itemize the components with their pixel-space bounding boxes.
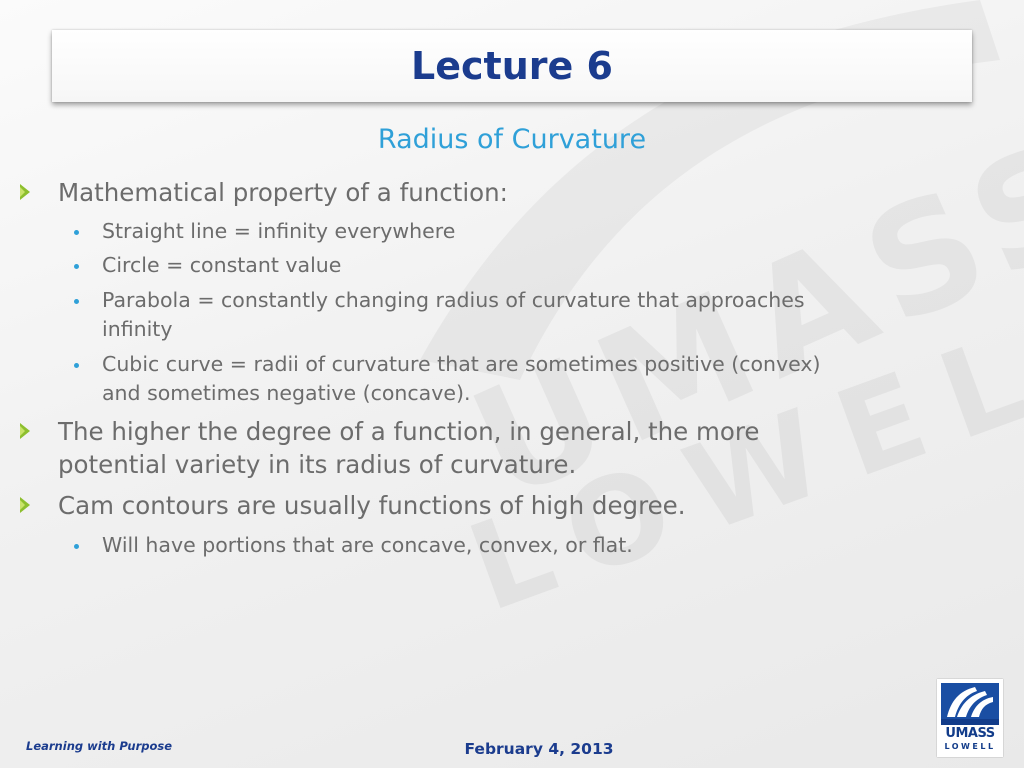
umass-lowell-logo: [937, 679, 1003, 757]
sub-bullet-text: Cubic curve = radii of curvature that are sometimes positive (convex): [102, 352, 821, 376]
slide-title: Lecture 6: [411, 44, 613, 88]
bullet-text: Cam contours are usually functions of high degree.: [58, 491, 686, 520]
bullet-text: The higher the degree of a function, in general, the more: [58, 417, 760, 446]
logo-umass-text: UMASS: [945, 726, 995, 741]
triangle-arrow-icon: [20, 423, 30, 439]
triangle-arrow-icon: [20, 497, 30, 513]
sub-bullet-text: Will have portions that are concave, convex, or flat.: [102, 533, 633, 557]
sub-bullet-text: infinity: [102, 317, 173, 341]
sub-bullet-text: Parabola = constantly changing radius of curvature that approaches: [102, 288, 805, 312]
triangle-arrow-icon: [20, 184, 30, 200]
dot-icon: [74, 264, 79, 269]
logo-mark-icon: [941, 683, 999, 725]
logo-lowell-text: LOWELL: [944, 742, 996, 751]
sub-bullet-text: and sometimes negative (concave).: [102, 381, 471, 405]
dot-icon: [74, 230, 79, 235]
dot-icon: [74, 299, 79, 304]
footer-date: February 4, 2013: [464, 740, 614, 758]
dot-icon: [74, 363, 79, 368]
bullet-text: Mathematical property of a function:: [58, 178, 508, 207]
sub-bullet-text: Straight line = infinity everywhere: [102, 219, 456, 243]
sub-bullet-text: Circle = constant value: [102, 253, 342, 277]
bullet-text: potential variety in its radius of curvature.: [58, 450, 577, 479]
dot-icon: [74, 544, 79, 549]
slide-subtitle: Radius of Curvature: [377, 124, 647, 155]
footer-tagline: Learning with Purpose: [26, 739, 173, 753]
